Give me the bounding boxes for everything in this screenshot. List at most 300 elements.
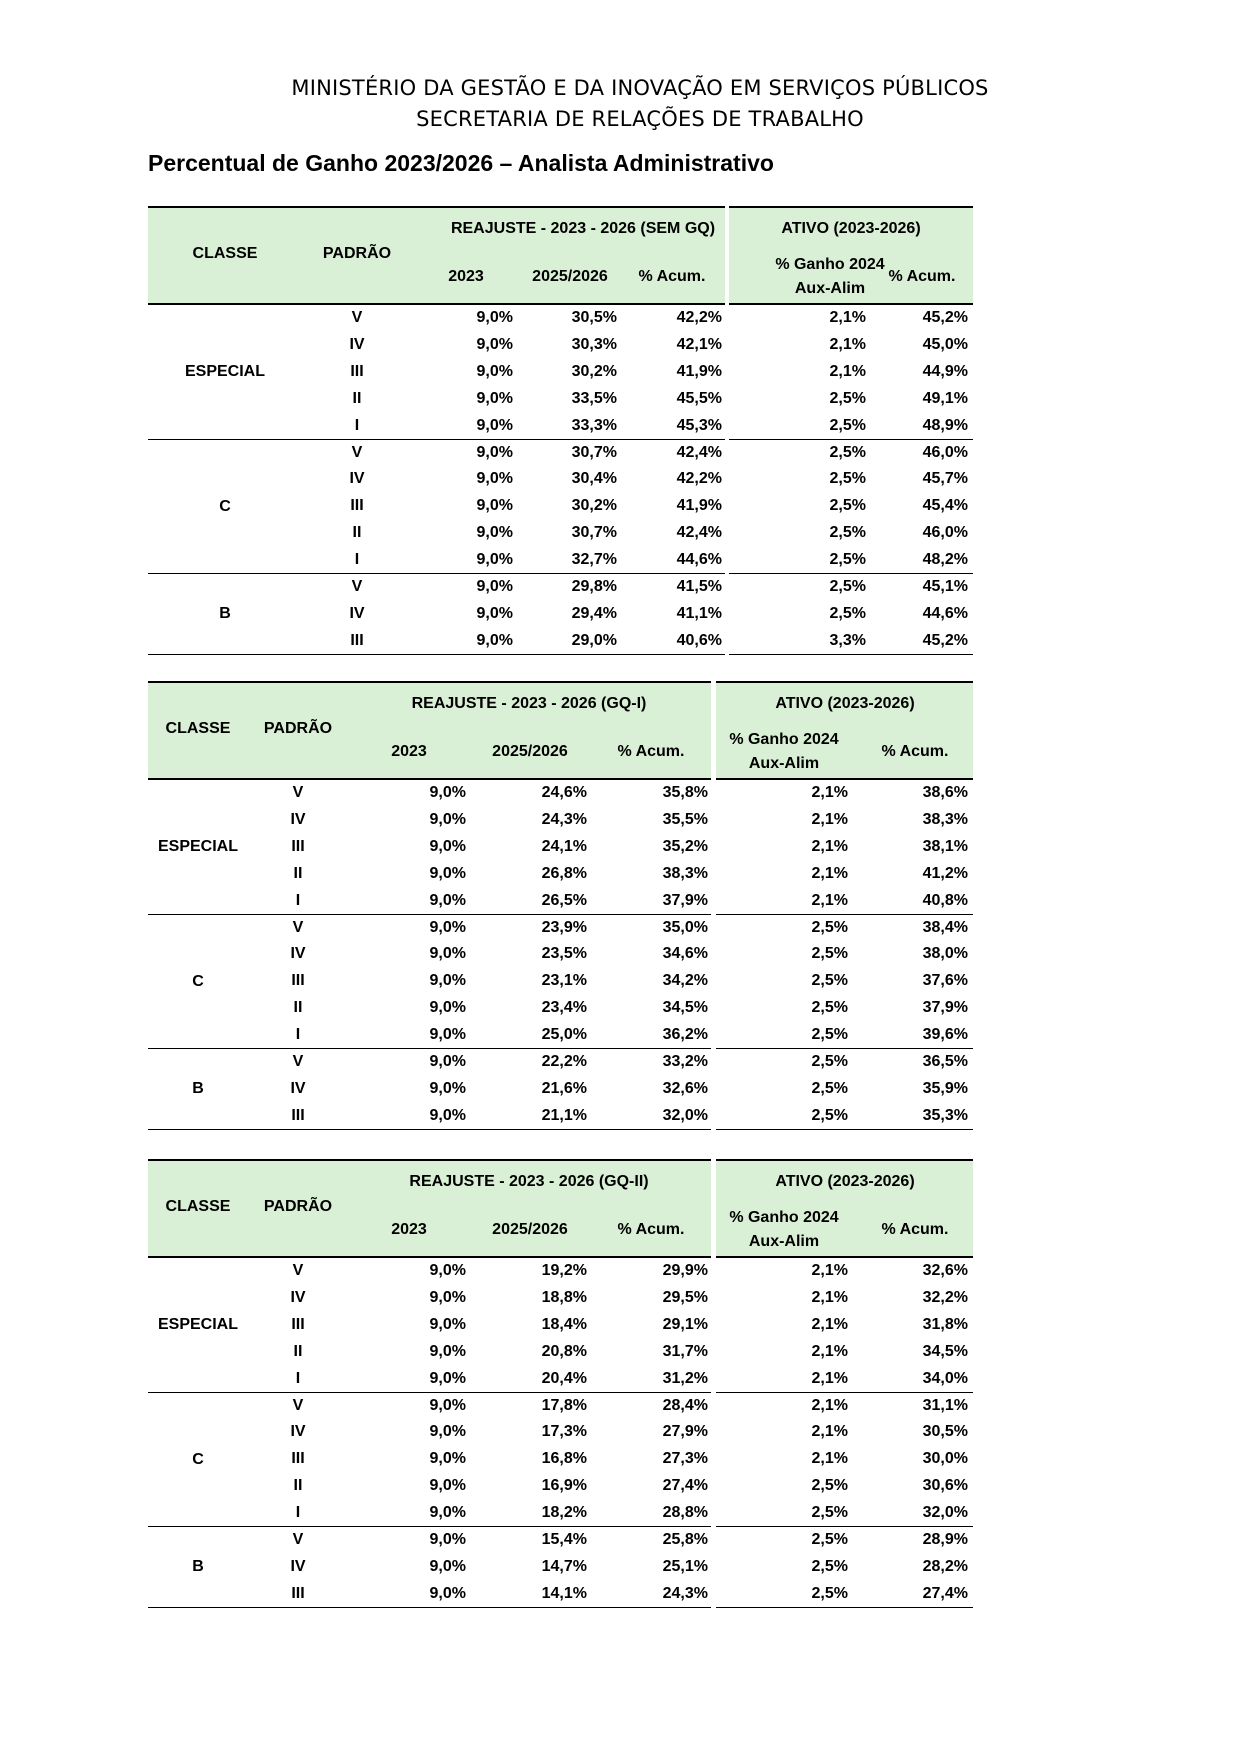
column-header-2023: 2023 [391, 1221, 427, 1238]
column-header-aux-alim: Aux-Alim [748, 755, 820, 772]
value-2025-2026-cell: 29,4% [571, 604, 617, 622]
value-acum-cell: 27,3% [662, 1450, 708, 1468]
padrao-cell: III [350, 362, 364, 380]
table-top-rule [729, 206, 973, 208]
column-header-padrao: PADRÃO [263, 1198, 333, 1215]
value-acum-ativo-cell: 45,2% [922, 309, 968, 326]
header-bottom-rule [716, 1256, 973, 1258]
value-ganho-2024-cell: 2,5% [829, 524, 866, 542]
value-acum-cell: 34,5% [662, 999, 708, 1017]
value-2025-2026-cell: 23,1% [541, 972, 587, 990]
value-ganho-2024-cell: 2,5% [829, 551, 866, 569]
table-top-rule [716, 681, 973, 683]
value-2023-cell: 9,0% [429, 1557, 466, 1575]
padrao-cell: IV [290, 1079, 306, 1097]
column-header-ganho-2024: % Ganho 2024 [729, 1209, 839, 1226]
group-separator-rule [716, 1048, 973, 1049]
padrao-cell: III [291, 1584, 305, 1602]
padrao-cell: I [295, 1504, 301, 1522]
value-ganho-2024-cell: 2,5% [829, 389, 866, 407]
column-header-ganho-2024: % Ganho 2024 [775, 256, 885, 273]
column-header-2025-2026: 2025/2026 [492, 743, 568, 760]
value-ganho-2024-cell: 2,5% [829, 416, 866, 434]
value-acum-ativo-cell: 41,2% [922, 864, 968, 882]
value-2025-2026-cell: 33,5% [571, 389, 617, 407]
value-2023-cell: 9,0% [429, 1106, 466, 1124]
padrao-cell: III [291, 1315, 305, 1333]
value-acum-cell: 31,7% [662, 1342, 708, 1360]
value-acum-cell: 45,5% [676, 389, 722, 407]
group-header-reajuste: REAJUSTE - 2023 - 2026 (GQ-I) [411, 695, 647, 712]
padrao-cell: V [292, 1531, 304, 1548]
value-2025-2026-cell: 24,3% [541, 810, 587, 828]
value-2025-2026-cell: 30,2% [571, 497, 617, 515]
header-bottom-rule [729, 303, 973, 305]
padrao-cell: I [354, 551, 360, 569]
value-2023-cell: 9,0% [476, 470, 513, 488]
value-2025-2026-cell: 20,8% [541, 1342, 587, 1360]
value-acum-ativo-cell: 31,8% [922, 1315, 968, 1333]
value-2023-cell: 9,0% [429, 1369, 466, 1387]
value-acum-cell: 29,5% [662, 1288, 708, 1306]
value-2025-2026-cell: 15,4% [541, 1531, 587, 1548]
value-ganho-2024-cell: 2,5% [829, 470, 866, 488]
padrao-cell: II [293, 1477, 303, 1495]
value-ganho-2024-cell: 2,5% [811, 918, 848, 936]
group-separator-rule [716, 1129, 973, 1130]
value-2023-cell: 9,0% [429, 837, 466, 855]
value-acum-ativo-cell: 45,4% [922, 497, 968, 515]
secretariat-header: SECRETARIA DE RELAÇÕES DE TRABALHO [416, 107, 864, 131]
value-2025-2026-cell: 30,7% [571, 443, 617, 461]
header-bottom-rule [148, 1256, 711, 1258]
value-2023-cell: 9,0% [429, 1026, 466, 1044]
classe-cell: B [192, 1558, 204, 1576]
group-separator-rule [148, 654, 725, 655]
value-2025-2026-cell: 30,3% [571, 335, 617, 353]
value-acum-cell: 44,6% [676, 551, 722, 569]
value-acum-ativo-cell: 30,5% [922, 1423, 968, 1441]
value-ganho-2024-cell: 2,1% [811, 1369, 848, 1387]
value-acum-ativo-cell: 30,0% [922, 1450, 968, 1468]
padrao-cell: IV [349, 470, 365, 488]
table-top-rule [148, 681, 711, 683]
value-acum-ativo-cell: 31,1% [922, 1396, 968, 1414]
padrao-cell: V [351, 443, 363, 461]
group-separator-rule [729, 654, 973, 655]
value-2023-cell: 9,0% [476, 362, 513, 380]
value-ganho-2024-cell: 2,1% [829, 362, 866, 380]
value-2025-2026-cell: 30,4% [571, 470, 617, 488]
value-acum-ativo-cell: 32,0% [922, 1504, 968, 1522]
value-2025-2026-cell: 18,4% [541, 1315, 587, 1333]
value-2025-2026-cell: 29,8% [571, 578, 617, 595]
value-acum-ativo-cell: 28,9% [922, 1531, 968, 1548]
value-acum-ativo-cell: 45,2% [922, 631, 968, 649]
column-header-classe: CLASSE [165, 1198, 231, 1215]
header-bottom-rule [148, 778, 711, 780]
value-2023-cell: 9,0% [429, 1079, 466, 1097]
value-ganho-2024-cell: 2,5% [811, 1477, 848, 1495]
classe-cell: C [192, 972, 204, 990]
value-2023-cell: 9,0% [429, 864, 466, 882]
classe-cell: B [192, 1080, 204, 1098]
value-2025-2026-cell: 30,5% [571, 309, 617, 326]
group-separator-rule [148, 573, 725, 574]
value-2023-cell: 9,0% [476, 335, 513, 353]
value-acum-cell: 24,3% [662, 1584, 708, 1602]
group-separator-rule [716, 1526, 973, 1527]
column-header-classe: CLASSE [192, 245, 258, 262]
value-ganho-2024-cell: 2,5% [811, 1504, 848, 1522]
padrao-cell: IV [349, 604, 365, 622]
value-acum-cell: 42,2% [676, 309, 722, 326]
value-acum-cell: 41,1% [676, 604, 722, 622]
value-2025-2026-cell: 24,1% [541, 837, 587, 855]
value-ganho-2024-cell: 2,1% [811, 784, 848, 801]
value-acum-cell: 34,2% [662, 972, 708, 990]
value-2025-2026-cell: 22,2% [541, 1053, 587, 1070]
value-acum-ativo-cell: 28,2% [922, 1557, 968, 1575]
value-2025-2026-cell: 16,8% [541, 1450, 587, 1468]
value-acum-cell: 38,3% [662, 864, 708, 882]
value-acum-ativo-cell: 44,6% [922, 604, 968, 622]
group-separator-rule [716, 1392, 973, 1393]
value-acum-ativo-cell: 39,6% [922, 1026, 968, 1044]
value-2025-2026-cell: 30,2% [571, 362, 617, 380]
value-2023-cell: 9,0% [429, 1477, 466, 1495]
value-acum-cell: 36,2% [662, 1026, 708, 1044]
value-2023-cell: 9,0% [476, 631, 513, 649]
value-ganho-2024-cell: 2,1% [811, 1288, 848, 1306]
value-2023-cell: 9,0% [476, 604, 513, 622]
padrao-cell: II [293, 999, 303, 1017]
value-ganho-2024-cell: 2,5% [811, 1053, 848, 1070]
value-2023-cell: 9,0% [429, 1531, 466, 1548]
value-acum-cell: 42,2% [676, 470, 722, 488]
value-2023-cell: 9,0% [429, 1396, 466, 1414]
value-acum-cell: 32,6% [662, 1079, 708, 1097]
group-separator-rule [716, 1607, 973, 1608]
value-ganho-2024-cell: 2,1% [811, 1396, 848, 1414]
column-header-2023: 2023 [448, 268, 484, 285]
padrao-cell: II [352, 389, 362, 407]
value-ganho-2024-cell: 2,1% [811, 1262, 848, 1279]
value-2025-2026-cell: 14,7% [541, 1557, 587, 1575]
value-2023-cell: 9,0% [429, 1584, 466, 1602]
padrao-cell: IV [290, 810, 306, 828]
value-2023-cell: 9,0% [476, 416, 513, 434]
value-acum-ativo-cell: 34,0% [922, 1369, 968, 1387]
classe-cell: ESPECIAL [157, 838, 238, 856]
value-acum-cell: 37,9% [662, 891, 708, 909]
classe-cell: C [219, 497, 231, 515]
value-acum-ativo-cell: 30,6% [922, 1477, 968, 1495]
value-2025-2026-cell: 23,9% [541, 918, 587, 936]
group-separator-rule [148, 439, 725, 440]
value-acum-ativo-cell: 38,6% [922, 784, 968, 801]
value-acum-ativo-cell: 32,2% [922, 1288, 968, 1306]
column-header-2025-2026: 2025/2026 [492, 1221, 568, 1238]
value-ganho-2024-cell: 2,5% [829, 497, 866, 515]
value-ganho-2024-cell: 2,5% [811, 1026, 848, 1044]
value-acum-cell: 40,6% [676, 631, 722, 649]
value-ganho-2024-cell: 2,5% [829, 443, 866, 461]
value-ganho-2024-cell: 2,1% [829, 309, 866, 326]
value-2023-cell: 9,0% [429, 784, 466, 801]
group-separator-rule [729, 573, 973, 574]
column-header-acum-ativo: % Acum. [888, 268, 956, 285]
classe-cell: ESPECIAL [157, 1316, 238, 1334]
value-acum-cell: 27,9% [662, 1423, 708, 1441]
value-2023-cell: 9,0% [429, 972, 466, 990]
value-ganho-2024-cell: 2,5% [829, 604, 866, 622]
value-2023-cell: 9,0% [429, 891, 466, 909]
value-ganho-2024-cell: 2,5% [811, 945, 848, 963]
padrao-cell: II [352, 524, 362, 542]
value-acum-ativo-cell: 45,7% [922, 470, 968, 488]
column-header-aux-alim: Aux-Alim [794, 280, 866, 297]
padrao-cell: V [292, 1053, 304, 1070]
column-header-padrao: PADRÃO [322, 245, 392, 262]
value-2025-2026-cell: 17,3% [541, 1423, 587, 1441]
value-2023-cell: 9,0% [429, 1342, 466, 1360]
value-2025-2026-cell: 32,7% [571, 551, 617, 569]
padrao-cell: III [350, 497, 364, 515]
value-ganho-2024-cell: 2,1% [811, 837, 848, 855]
value-acum-ativo-cell: 48,9% [922, 416, 968, 434]
padrao-cell: V [351, 578, 363, 595]
value-2025-2026-cell: 16,9% [541, 1477, 587, 1495]
value-acum-ativo-cell: 37,6% [922, 972, 968, 990]
padrao-cell: IV [290, 1288, 306, 1306]
value-acum-cell: 28,8% [662, 1504, 708, 1522]
value-2023-cell: 9,0% [429, 1288, 466, 1306]
value-acum-ativo-cell: 44,9% [922, 362, 968, 380]
value-acum-ativo-cell: 36,5% [922, 1053, 968, 1070]
padrao-cell: III [291, 1450, 305, 1468]
value-ganho-2024-cell: 2,1% [811, 891, 848, 909]
group-separator-rule [148, 914, 711, 915]
column-header-ganho-2024: % Ganho 2024 [729, 731, 839, 748]
value-2023-cell: 9,0% [429, 1450, 466, 1468]
padrao-cell: IV [290, 1557, 306, 1575]
value-acum-cell: 29,1% [662, 1315, 708, 1333]
column-header-acum: % Acum. [638, 268, 706, 285]
value-acum-cell: 41,9% [676, 362, 722, 380]
value-acum-cell: 41,5% [676, 578, 722, 595]
value-2023-cell: 9,0% [429, 1423, 466, 1441]
value-acum-cell: 28,4% [662, 1396, 708, 1414]
value-2025-2026-cell: 29,0% [571, 631, 617, 649]
value-acum-cell: 31,2% [662, 1369, 708, 1387]
padrao-cell: IV [290, 1423, 306, 1441]
column-header-padrao: PADRÃO [263, 720, 333, 737]
value-acum-ativo-cell: 27,4% [922, 1584, 968, 1602]
value-ganho-2024-cell: 2,1% [811, 810, 848, 828]
ministry-header: MINISTÉRIO DA GESTÃO E DA INOVAÇÃO EM SERVIÇOS PÚBLICOS [291, 76, 989, 100]
value-2025-2026-cell: 23,4% [541, 999, 587, 1017]
value-acum-ativo-cell: 46,0% [922, 443, 968, 461]
value-acum-cell: 25,1% [662, 1557, 708, 1575]
value-2023-cell: 9,0% [476, 551, 513, 569]
classe-cell: C [192, 1450, 204, 1468]
value-2023-cell: 9,0% [429, 1053, 466, 1070]
document-title: Percentual de Ganho 2023/2026 – Analista Administrativo [148, 150, 774, 176]
value-ganho-2024-cell: 2,1% [811, 1450, 848, 1468]
padrao-cell: III [291, 837, 305, 855]
value-acum-cell: 42,1% [676, 335, 722, 353]
value-2023-cell: 9,0% [476, 524, 513, 542]
value-acum-ativo-cell: 49,1% [922, 389, 968, 407]
value-2023-cell: 9,0% [476, 497, 513, 515]
value-ganho-2024-cell: 2,5% [811, 1079, 848, 1097]
padrao-cell: V [292, 1396, 304, 1414]
value-2023-cell: 9,0% [476, 578, 513, 595]
value-acum-ativo-cell: 45,1% [922, 578, 968, 595]
value-2025-2026-cell: 20,4% [541, 1369, 587, 1387]
value-acum-cell: 45,3% [676, 416, 722, 434]
column-header-acum: % Acum. [617, 743, 685, 760]
value-acum-ativo-cell: 40,8% [922, 891, 968, 909]
group-separator-rule [716, 914, 973, 915]
value-acum-cell: 35,2% [662, 837, 708, 855]
value-2023-cell: 9,0% [429, 945, 466, 963]
padrao-cell: III [291, 972, 305, 990]
value-acum-cell: 33,2% [662, 1053, 708, 1070]
column-header-2023: 2023 [391, 743, 427, 760]
value-2023-cell: 9,0% [429, 999, 466, 1017]
value-acum-cell: 27,4% [662, 1477, 708, 1495]
padrao-cell: IV [290, 945, 306, 963]
value-2025-2026-cell: 18,2% [541, 1504, 587, 1522]
group-separator-rule [148, 1129, 711, 1130]
value-2023-cell: 9,0% [429, 810, 466, 828]
group-header-ativo: ATIVO (2023-2026) [781, 220, 921, 237]
value-ganho-2024-cell: 2,5% [829, 578, 866, 595]
value-ganho-2024-cell: 3,3% [829, 631, 866, 649]
value-acum-cell: 29,9% [662, 1262, 708, 1279]
value-ganho-2024-cell: 2,5% [811, 1531, 848, 1548]
value-acum-cell: 32,0% [662, 1106, 708, 1124]
value-acum-cell: 25,8% [662, 1531, 708, 1548]
value-2023-cell: 9,0% [429, 1315, 466, 1333]
column-header-classe: CLASSE [165, 720, 231, 737]
group-header-reajuste: REAJUSTE - 2023 - 2026 (GQ-II) [409, 1173, 649, 1190]
value-2023-cell: 9,0% [429, 1262, 466, 1279]
header-bottom-rule [148, 303, 725, 305]
column-header-2025-2026: 2025/2026 [532, 268, 608, 285]
value-2025-2026-cell: 18,8% [541, 1288, 587, 1306]
padrao-cell: I [354, 416, 360, 434]
value-ganho-2024-cell: 2,5% [811, 1584, 848, 1602]
value-acum-ativo-cell: 35,3% [922, 1106, 968, 1124]
padrao-cell: III [350, 631, 364, 649]
padrao-cell: V [292, 1262, 304, 1279]
padrao-cell: I [295, 1369, 301, 1387]
value-acum-ativo-cell: 35,9% [922, 1079, 968, 1097]
group-separator-rule [148, 1048, 711, 1049]
value-acum-ativo-cell: 46,0% [922, 524, 968, 542]
value-2025-2026-cell: 17,8% [541, 1396, 587, 1414]
value-acum-cell: 41,9% [676, 497, 722, 515]
value-2025-2026-cell: 23,5% [541, 945, 587, 963]
group-separator-rule [148, 1392, 711, 1393]
value-acum-ativo-cell: 48,2% [922, 551, 968, 569]
value-2025-2026-cell: 21,6% [541, 1079, 587, 1097]
value-ganho-2024-cell: 2,5% [811, 1106, 848, 1124]
table-top-rule [148, 206, 725, 208]
value-2025-2026-cell: 33,3% [571, 416, 617, 434]
value-2023-cell: 9,0% [476, 389, 513, 407]
column-header-aux-alim: Aux-Alim [748, 1233, 820, 1250]
value-2023-cell: 9,0% [429, 918, 466, 936]
value-ganho-2024-cell: 2,1% [811, 1315, 848, 1333]
group-separator-rule [148, 1526, 711, 1527]
column-header-acum-ativo: % Acum. [881, 743, 949, 760]
value-2025-2026-cell: 26,5% [541, 891, 587, 909]
value-2025-2026-cell: 14,1% [541, 1584, 587, 1602]
padrao-cell: II [293, 864, 303, 882]
value-2023-cell: 9,0% [429, 1504, 466, 1522]
value-acum-ativo-cell: 32,6% [922, 1262, 968, 1279]
classe-cell: B [219, 605, 231, 623]
value-acum-ativo-cell: 38,3% [922, 810, 968, 828]
value-acum-cell: 42,4% [676, 524, 722, 542]
value-ganho-2024-cell: 2,5% [811, 972, 848, 990]
padrao-cell: V [292, 784, 304, 801]
value-acum-cell: 35,0% [662, 918, 708, 936]
value-ganho-2024-cell: 2,1% [811, 1342, 848, 1360]
value-2025-2026-cell: 24,6% [541, 784, 587, 801]
padrao-cell: V [351, 309, 363, 326]
value-2025-2026-cell: 21,1% [541, 1106, 587, 1124]
value-acum-cell: 42,4% [676, 443, 722, 461]
classe-cell: ESPECIAL [184, 363, 265, 381]
group-header-ativo: ATIVO (2023-2026) [775, 695, 915, 712]
padrao-cell: III [291, 1106, 305, 1124]
value-ganho-2024-cell: 2,1% [829, 335, 866, 353]
value-acum-ativo-cell: 37,9% [922, 999, 968, 1017]
padrao-cell: II [293, 1342, 303, 1360]
value-acum-ativo-cell: 34,5% [922, 1342, 968, 1360]
value-acum-cell: 35,8% [662, 784, 708, 801]
value-ganho-2024-cell: 2,5% [811, 999, 848, 1017]
padrao-cell: I [295, 1026, 301, 1044]
header-bottom-rule [716, 778, 973, 780]
group-separator-rule [148, 1607, 711, 1608]
value-ganho-2024-cell: 2,1% [811, 864, 848, 882]
value-2025-2026-cell: 25,0% [541, 1026, 587, 1044]
value-2023-cell: 9,0% [476, 443, 513, 461]
value-acum-ativo-cell: 38,1% [922, 837, 968, 855]
value-ganho-2024-cell: 2,1% [811, 1423, 848, 1441]
value-acum-cell: 35,5% [662, 810, 708, 828]
value-ganho-2024-cell: 2,5% [811, 1557, 848, 1575]
table-top-rule [716, 1159, 973, 1161]
value-acum-ativo-cell: 38,0% [922, 945, 968, 963]
value-2025-2026-cell: 26,8% [541, 864, 587, 882]
value-2023-cell: 9,0% [476, 309, 513, 326]
value-acum-cell: 34,6% [662, 945, 708, 963]
table-top-rule [148, 1159, 711, 1161]
padrao-cell: I [295, 891, 301, 909]
value-acum-ativo-cell: 45,0% [922, 335, 968, 353]
group-separator-rule [729, 439, 973, 440]
column-header-acum-ativo: % Acum. [881, 1221, 949, 1238]
column-header-acum: % Acum. [617, 1221, 685, 1238]
value-acum-ativo-cell: 38,4% [922, 918, 968, 936]
